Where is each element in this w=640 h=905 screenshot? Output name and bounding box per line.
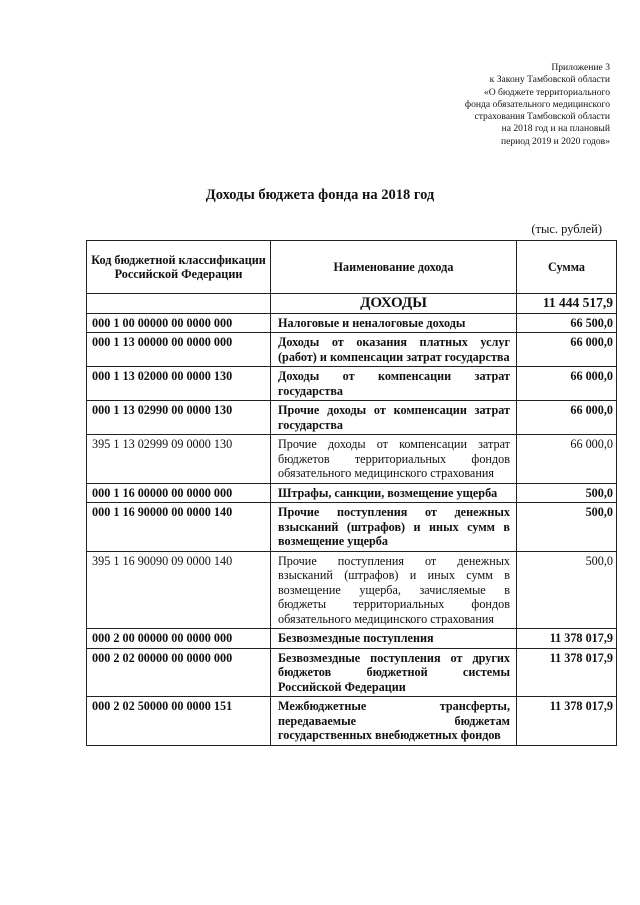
section-row	[87, 294, 617, 314]
appendix-line: период 2019 и 2020 годов»	[500, 135, 610, 147]
income-table	[86, 240, 617, 746]
table-header-row	[87, 241, 617, 294]
table-row	[87, 401, 617, 435]
table-row	[87, 483, 617, 503]
appendix-line: Приложение 3	[551, 62, 610, 73]
document-title: Доходы бюджета фонда на 2018 год	[205, 187, 435, 203]
row-name: Прочие доходы от компенсации затрат бюджетов территориальных фондов обязательного медицинского страхования	[271, 435, 517, 484]
row-amount: 11 378 017,9	[517, 648, 617, 697]
section-name: ДОХОДЫ	[271, 294, 517, 314]
row-code: 000 1 13 02000 00 0000 130	[87, 367, 271, 401]
row-code: 395 1 13 02999 09 0000 130	[87, 435, 271, 484]
row-code: 395 1 16 90090 09 0000 140	[87, 551, 271, 629]
appendix-line: фонда обязательного медицинского	[464, 98, 610, 110]
row-name: Прочие доходы от компенсации затрат государства	[271, 401, 517, 435]
row-amount: 500,0	[517, 551, 617, 629]
row-code: 000 2 02 00000 00 0000 000	[87, 648, 271, 697]
table-row	[87, 313, 617, 333]
table-row	[87, 551, 617, 629]
appendix-line: «О бюджете территориального	[483, 86, 610, 98]
row-amount: 11 378 017,9	[517, 697, 617, 746]
row-name: Прочие поступления от денежных взысканий (штрафов) и иных сумм в возмещение ущерба, зачисляемые в бюджеты территориальных фондов обязательного медицинского страхования	[271, 551, 517, 629]
appendix-line: на 2018 год и на плановый	[501, 123, 610, 135]
row-name: Безвозмездные поступления от других бюджетов бюджетной системы Российской Федерации	[271, 648, 517, 697]
row-name: Штрафы, санкции, возмещение ущерба	[271, 483, 517, 503]
appendix-line: страхования Тамбовской области	[474, 111, 610, 123]
row-amount: 11 378 017,9	[517, 629, 617, 649]
header-code: Код бюджетной классификации Российской Федерации	[87, 241, 271, 294]
section-code	[87, 294, 271, 314]
row-amount: 66 000,0	[517, 401, 617, 435]
row-name: Безвозмездные поступления	[271, 629, 517, 649]
header-name: Наименование дохода	[271, 241, 517, 294]
units-note: (тыс. рублей)	[531, 222, 602, 236]
row-amount: 66 500,0	[517, 313, 617, 333]
row-code: 000 1 00 00000 00 0000 000	[87, 313, 271, 333]
row-code: 000 1 16 90000 00 0000 140	[87, 503, 271, 552]
row-code: 000 2 00 00000 00 0000 000	[87, 629, 271, 649]
table-row	[87, 333, 617, 367]
row-name: Прочие поступления от денежных взысканий (штрафов) и иных сумм в возмещение ущерба	[271, 503, 517, 552]
table-row	[87, 367, 617, 401]
row-code: 000 1 16 00000 00 0000 000	[87, 483, 271, 503]
row-code: 000 1 13 00000 00 0000 000	[87, 333, 271, 367]
section-amount: 11 444 517,9	[517, 294, 617, 314]
table-row	[87, 648, 617, 697]
row-amount: 66 000,0	[517, 367, 617, 401]
row-name: Налоговые и неналоговые доходы	[271, 313, 517, 333]
header-amount: Сумма	[517, 241, 617, 294]
row-code: 000 1 13 02990 00 0000 130	[87, 401, 271, 435]
table-row	[87, 435, 617, 484]
table-row	[87, 629, 617, 649]
appendix-note	[350, 62, 610, 148]
row-amount: 66 000,0	[517, 435, 617, 484]
row-code: 000 2 02 50000 00 0000 151	[87, 697, 271, 746]
row-amount: 500,0	[517, 503, 617, 552]
row-name: Доходы от компенсации затрат государства	[271, 367, 517, 401]
row-name: Доходы от оказания платных услуг (работ) и компенсации затрат государства	[271, 333, 517, 367]
row-name: Межбюджетные трансферты, передаваемые бюджетам государственных внебюджетных фондов	[271, 697, 517, 746]
table-row	[87, 697, 617, 746]
row-amount: 500,0	[517, 483, 617, 503]
appendix-line: к Закону Тамбовской области	[489, 74, 610, 86]
row-amount: 66 000,0	[517, 333, 617, 367]
table-row	[87, 503, 617, 552]
